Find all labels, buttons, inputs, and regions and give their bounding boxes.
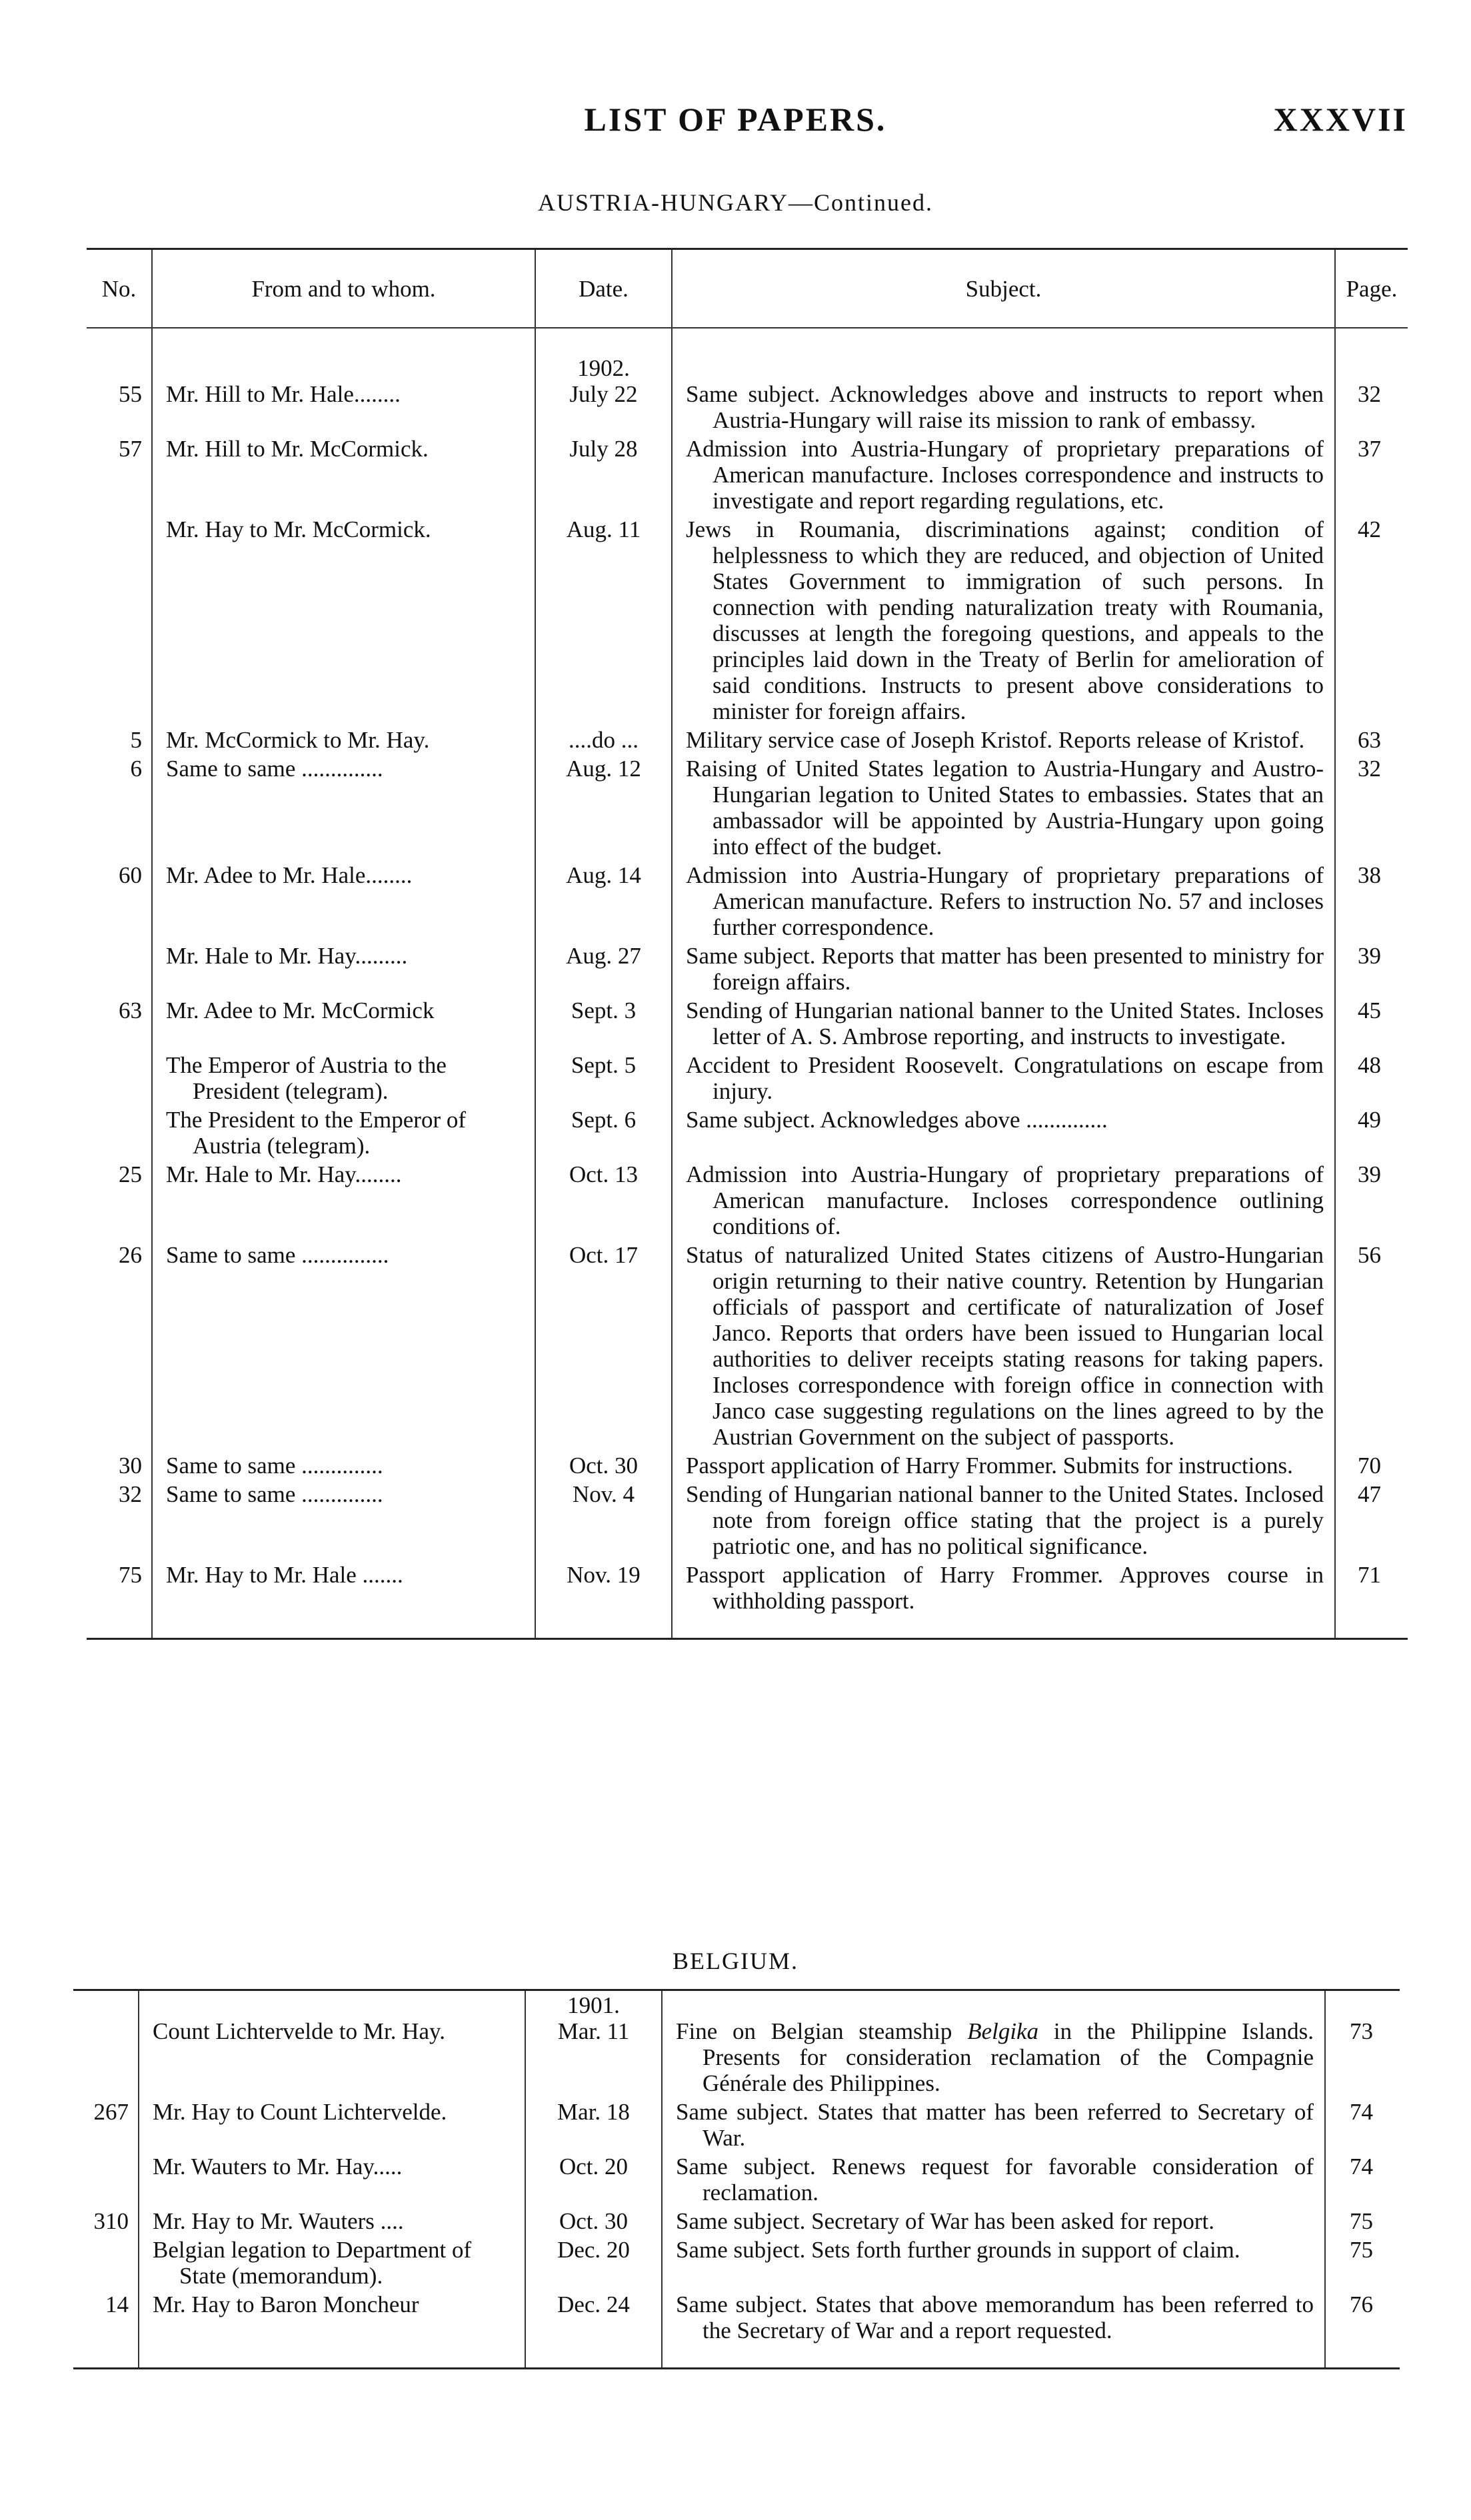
subject-fragment: Fine on Belgian steamship	[676, 2018, 968, 2044]
date-text: Aug. 14	[566, 862, 641, 888]
paper-number	[87, 942, 152, 996]
paper-number: 5	[130, 727, 142, 753]
subject-cell	[662, 2098, 1325, 2152]
paper-number: 60	[119, 862, 142, 888]
col-header-from: From and to whom.	[152, 249, 535, 328]
table-row	[87, 1561, 1408, 1639]
from-to-cell	[152, 1160, 535, 1241]
date-text: Dec. 24	[557, 2291, 630, 2317]
date-text: Aug. 11	[566, 516, 641, 542]
belgium-table	[73, 1989, 1400, 2369]
page-ref: 45	[1335, 996, 1408, 1051]
from-to-cell	[152, 726, 535, 754]
table-row	[87, 354, 1408, 434]
subject-fragment: in the Philippine Islands. Presents for consideration reclamation of the Compagnie Générale des Philippines.	[703, 2018, 1314, 2096]
from-to-text: The President to the Emperor of Austria (telegram).	[166, 1107, 467, 1159]
table-row	[73, 2207, 1400, 2235]
from-to-cell	[139, 2098, 525, 2152]
date-text: Oct. 30	[569, 1453, 639, 1479]
date-text: Aug. 27	[566, 943, 641, 969]
subject-text: Same subject. Renews request for favorable consideration of reclamation.	[676, 2154, 1314, 2205]
subject-text: Status of naturalized United States citizens of Austro-Hungarian origin returning to their native country. Retention by Hungarian officials of passport and certificate of naturalization of Josef Janco. Reports that orders have been issued to Hungarian local authorities to deliver receipts stating reasons for taking papers. Incloses correspondence with foreign office in connection with Janco case suggesting regulations on the lines agreed to by the Austrian Government on the subject of passports.	[686, 1242, 1324, 1450]
subject-cell	[672, 515, 1335, 726]
page-number: XXXVII	[1273, 101, 1408, 138]
page-ref: 32	[1335, 354, 1408, 434]
subject-text: Sending of Hungarian national banner to the United States. Inclosed note from foreign office stating that the project is a purely patriotic one, and has no political significance.	[686, 1481, 1324, 1559]
paper-number: 14	[105, 2291, 129, 2317]
date-cell	[535, 942, 672, 996]
subject-cell	[662, 2207, 1325, 2235]
subject-cell	[662, 1990, 1325, 2098]
from-to-text: Mr. Hay to Mr. Hale .......	[166, 1562, 403, 1588]
paper-number: 30	[119, 1453, 142, 1479]
subject-text: Same subject. States that matter has been referred to Secretary of War.	[676, 2099, 1314, 2151]
col-header-page: Page.	[1335, 249, 1408, 328]
from-to-cell	[139, 1990, 525, 2098]
date-cell	[535, 996, 672, 1051]
paper-number: 75	[119, 1562, 142, 1588]
subject-text: Raising of United States legation to Austria-Hungary and Austro-Hungarian legation to United States to embassies. States that an ambassador will be appointed by Austria-Hungary upon going into effect of the budget.	[686, 756, 1324, 860]
from-to-text: Mr. Hay to Mr. McCormick.	[166, 516, 431, 542]
date-text: Mar. 18	[557, 2099, 630, 2125]
paper-number	[87, 515, 152, 726]
date-cell	[535, 1105, 672, 1160]
date-text: Sept. 5	[571, 1052, 637, 1078]
paper-number: 310	[93, 2208, 129, 2234]
date-cell	[525, 2207, 662, 2235]
date-cell	[525, 2235, 662, 2290]
table-row	[87, 942, 1408, 996]
date-cell	[535, 1561, 672, 1639]
from-to-cell	[152, 354, 535, 434]
table-row	[87, 1160, 1408, 1241]
page-title: LIST OF PAPERS.	[584, 101, 887, 138]
from-to-cell	[139, 2290, 525, 2369]
table-row	[87, 996, 1408, 1051]
date-cell	[525, 2098, 662, 2152]
date-cell	[525, 1990, 662, 2098]
spacer-row	[87, 328, 1408, 354]
table-row	[73, 2152, 1400, 2207]
date-cell	[535, 726, 672, 754]
subject-text: Same subject. States that above memorandum has been referred to the Secretary of War and a report requested.	[676, 2291, 1314, 2343]
date-cell	[535, 434, 672, 515]
from-to-cell	[152, 1051, 535, 1105]
from-to-text: Mr. Wauters to Mr. Hay.....	[153, 2154, 403, 2180]
from-to-text: Mr. Hill to Mr. McCormick.	[166, 436, 429, 462]
subject-text: Military service case of Joseph Kristof. Reports release of Kristof.	[686, 727, 1305, 753]
subject-text: Jews in Roumania, discriminations against; condition of helplessness to which they are reduced, and objection of United States Government to immigration of such persons. In connection with pending naturalization treaty with Roumania, discusses at length the foregoing questions, and appeals to the principles laid down in the Treaty of Berlin for amelioration of said conditions. Instructs to present above considerations to minister for foreign affairs.	[686, 516, 1324, 724]
subject-cell	[672, 434, 1335, 515]
table-row	[87, 726, 1408, 754]
table-row	[73, 2290, 1400, 2369]
from-to-text: Belgian legation to Department of State (memorandum).	[153, 2237, 472, 2289]
section-heading-belgium: BELGIUM.	[673, 1948, 798, 1974]
page-ref: 75	[1325, 2207, 1400, 2235]
page-ref: 49	[1335, 1105, 1408, 1160]
section-heading-austria: AUSTRIA-HUNGARY—Continued.	[537, 189, 933, 216]
paper-number: 26	[119, 1242, 142, 1268]
page-ref: 73	[1325, 1990, 1400, 2098]
date-cell	[525, 2290, 662, 2369]
date-text: July 28	[569, 436, 638, 462]
subject-cell	[672, 1160, 1335, 1241]
subject-cell	[672, 1051, 1335, 1105]
col-header-subject: Subject.	[672, 249, 1335, 328]
subject-cell	[662, 2290, 1325, 2369]
from-to-cell	[139, 2152, 525, 2207]
page-ref: 63	[1335, 726, 1408, 754]
from-to-cell	[152, 515, 535, 726]
from-to-cell	[152, 434, 535, 515]
from-to-text: Mr. Adee to Mr. McCormick	[166, 997, 435, 1023]
subject-cell	[672, 861, 1335, 942]
date-cell	[535, 861, 672, 942]
table-row	[87, 434, 1408, 515]
paper-number: 57	[119, 436, 142, 462]
table-row	[87, 754, 1408, 861]
table-row	[87, 1051, 1408, 1105]
ship-name: Belgika	[967, 2018, 1039, 2044]
page-ref: 76	[1325, 2290, 1400, 2369]
page-ref: 56	[1335, 1241, 1408, 1451]
from-to-text: Same to same ...............	[166, 1242, 389, 1268]
subject-text: Same subject. Acknowledges above and instructs to report when Austria-Hungary will raise its mission to rank of embassy.	[686, 381, 1324, 433]
subject-cell	[672, 1451, 1335, 1480]
date-cell	[535, 1480, 672, 1561]
page-ref: 70	[1335, 1451, 1408, 1480]
austria-table	[87, 248, 1408, 1640]
from-to-text: Mr. Hale to Mr. Hay........	[166, 1161, 402, 1187]
from-to-cell	[152, 1480, 535, 1561]
from-to-cell	[139, 2235, 525, 2290]
subject-text: Same subject. Reports that matter has been presented to ministry for foreign affairs.	[686, 943, 1324, 995]
date-text: Sept. 3	[571, 997, 637, 1023]
table-header-row	[87, 249, 1408, 328]
page-ref: 38	[1335, 861, 1408, 942]
from-to-cell	[139, 2207, 525, 2235]
table-row	[87, 1451, 1408, 1480]
date-text: Oct. 30	[559, 2208, 629, 2234]
date-text: Oct. 13	[569, 1161, 639, 1187]
date-text: Sept. 6	[571, 1107, 637, 1133]
subject-text: Sending of Hungarian national banner to the United States. Incloses letter of A. S. Ambrose reporting, and instructs to investigate.	[686, 997, 1324, 1049]
subject-text: Same subject. Secretary of War has been asked for report.	[676, 2208, 1215, 2234]
from-to-text: Mr. McCormick to Mr. Hay.	[166, 727, 430, 753]
from-to-text: Mr. Hay to Count Lichtervelde.	[153, 2099, 447, 2125]
table-row	[73, 1990, 1400, 2098]
subject-cell	[672, 1480, 1335, 1561]
page-ref: 39	[1335, 1160, 1408, 1241]
from-to-text: The Emperor of Austria to the President (telegram).	[166, 1052, 447, 1104]
subject-cell	[672, 354, 1335, 434]
from-to-text: Mr. Adee to Mr. Hale........	[166, 862, 413, 888]
from-to-cell	[152, 861, 535, 942]
date-text: Nov. 19	[567, 1562, 641, 1588]
table-row	[87, 861, 1408, 942]
col-header-date: Date.	[535, 249, 672, 328]
date-text: Oct. 20	[559, 2154, 629, 2180]
from-to-cell	[152, 1241, 535, 1451]
paper-number: 267	[93, 2099, 129, 2125]
paper-number	[73, 2152, 139, 2207]
date-text: Dec. 20	[557, 2237, 630, 2263]
date-cell	[535, 354, 672, 434]
subject-cell	[672, 942, 1335, 996]
date-cell	[525, 2152, 662, 2207]
table-row	[87, 1241, 1408, 1451]
col-header-no: No.	[87, 249, 152, 328]
date-cell	[535, 1451, 672, 1480]
from-to-text: Same to same ..............	[166, 1453, 383, 1479]
page-ref: 47	[1335, 1480, 1408, 1561]
page-ref: 48	[1335, 1051, 1408, 1105]
date-text: Mar. 11	[557, 2018, 630, 2044]
table-row	[87, 1480, 1408, 1561]
subject-text: Passport application of Harry Frommer. Submits for instructions.	[686, 1453, 1293, 1479]
from-to-text: Count Lichtervelde to Mr. Hay.	[153, 2018, 446, 2044]
paper-number: 55	[119, 381, 142, 407]
from-to-cell	[152, 1451, 535, 1480]
subject-cell	[672, 1105, 1335, 1160]
from-to-cell	[152, 996, 535, 1051]
subject-cell	[662, 2152, 1325, 2207]
from-to-text: Mr. Hale to Mr. Hay.........	[166, 943, 408, 969]
subject-text	[676, 2018, 1314, 2096]
subject-text: Admission into Austria-Hungary of proprietary preparations of American manufacture. Refers to instruction No. 57 and incloses further correspondence.	[686, 862, 1324, 940]
paper-number: 25	[119, 1161, 142, 1187]
page-ref: 32	[1335, 754, 1408, 861]
paper-number: 32	[119, 1481, 142, 1507]
date-cell	[535, 1241, 672, 1451]
page-ref: 71	[1335, 1561, 1408, 1639]
date-cell	[535, 1051, 672, 1105]
paper-number	[87, 1051, 152, 1105]
from-to-cell	[152, 754, 535, 861]
subject-text: Same subject. Sets forth further grounds in support of claim.	[676, 2237, 1240, 2263]
subject-cell	[672, 1561, 1335, 1639]
table-row	[73, 2098, 1400, 2152]
from-to-text: Mr. Hay to Mr. Wauters ....	[153, 2208, 404, 2234]
paper-number	[73, 1990, 139, 2098]
subject-text: Passport application of Harry Frommer. Approves course in withholding passport.	[686, 1562, 1324, 1614]
subject-cell	[672, 726, 1335, 754]
date-text: Nov. 4	[572, 1481, 635, 1507]
from-to-text: Same to same ..............	[166, 1481, 383, 1507]
page-ref: 74	[1325, 2152, 1400, 2207]
page-ref: 75	[1325, 2235, 1400, 2290]
date-cell	[535, 1160, 672, 1241]
paper-number: 63	[119, 997, 142, 1023]
subject-cell	[672, 1241, 1335, 1451]
year-label: 1902.	[577, 355, 630, 381]
table-row	[87, 515, 1408, 726]
paper-number: 6	[130, 756, 142, 782]
subject-text: Admission into Austria-Hungary of proprietary preparations of American manufacture. Incloses correspondence and instructs to investigate and report regarding regulations, etc.	[686, 436, 1324, 514]
subject-cell	[672, 754, 1335, 861]
paper-number	[87, 1105, 152, 1160]
page-ref: 42	[1335, 515, 1408, 726]
date-cell	[535, 754, 672, 861]
year-label: 1901.	[567, 1992, 620, 2018]
date-cell	[535, 515, 672, 726]
from-to-cell	[152, 942, 535, 996]
table-row	[87, 1105, 1408, 1160]
subject-cell	[662, 2235, 1325, 2290]
from-to-text: Same to same ..............	[166, 756, 383, 782]
page-ref: 74	[1325, 2098, 1400, 2152]
page-ref: 37	[1335, 434, 1408, 515]
date-text: Oct. 17	[569, 1242, 639, 1268]
from-to-cell	[152, 1105, 535, 1160]
paper-number	[73, 2235, 139, 2290]
from-to-text: Mr. Hay to Baron Moncheur	[153, 2291, 419, 2317]
from-to-cell	[152, 1561, 535, 1639]
date-text: July 22	[569, 381, 638, 407]
page-ref: 39	[1335, 942, 1408, 996]
date-text: ....do ...	[569, 727, 639, 753]
from-to-text: Mr. Hill to Mr. Hale........	[166, 381, 401, 407]
date-text: Aug. 12	[566, 756, 641, 782]
subject-cell	[672, 996, 1335, 1051]
subject-text: Admission into Austria-Hungary of proprietary preparations of American manufacture. Incloses correspondence outlining conditions of.	[686, 1161, 1324, 1239]
subject-text: Accident to President Roosevelt. Congratulations on escape from injury.	[686, 1052, 1324, 1104]
table-row	[73, 2235, 1400, 2290]
subject-text: Same subject. Acknowledges above ..............	[686, 1107, 1108, 1133]
